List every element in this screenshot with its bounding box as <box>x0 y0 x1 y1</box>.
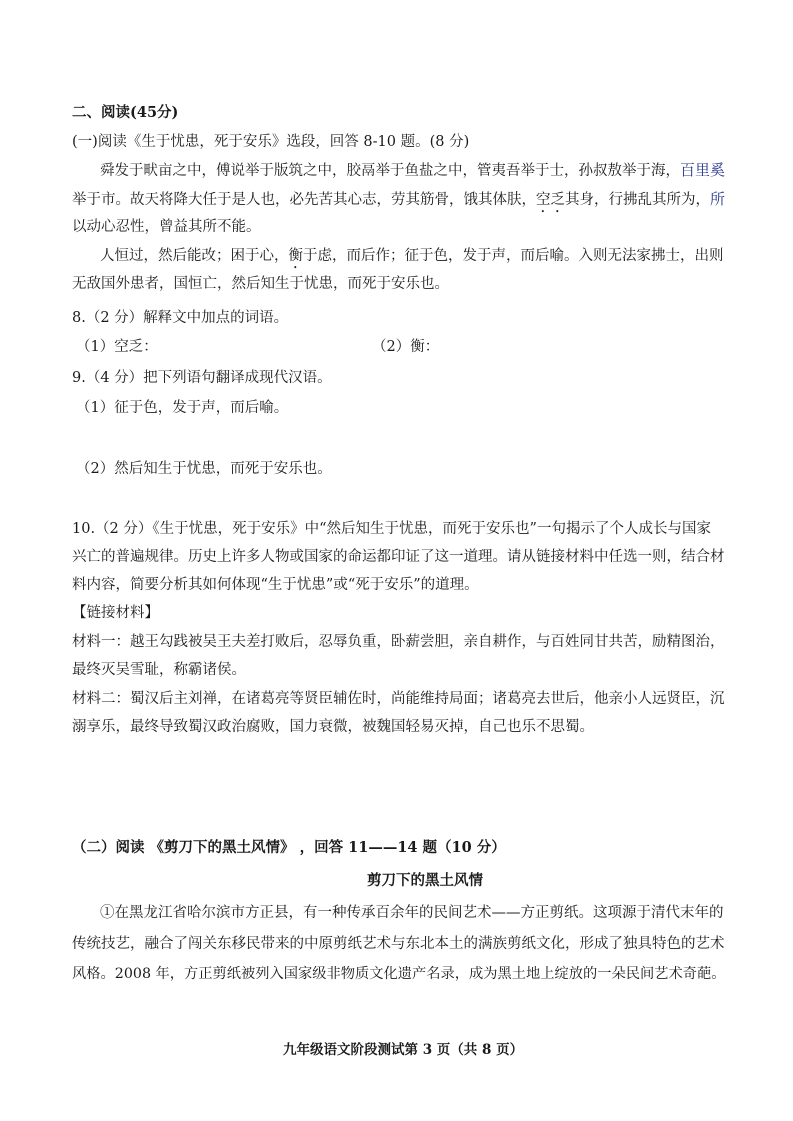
question-10-line1: 10.（2 分）《生于忧患，死于安乐》中“然后知生于忧患，而死于安乐也”一句揭示了个人成长与国家 <box>72 521 711 537</box>
passage-para1-line2 <box>72 189 725 216</box>
passage-para1-line3: 以动心忍性，曾益其所不能。 <box>72 219 261 235</box>
page-footer: 九年级语文阶段测试第 3 页（共 8 页） <box>283 1042 524 1058</box>
passage-text: 舜发于畎亩之中，傅说举于版筑之中，胶鬲举于鱼盐之中，管夷吾举于士，孙叔敖举于海， <box>100 163 680 179</box>
article-title: 剪刀下的黑土风情 <box>367 872 483 889</box>
dotted-word-heng: 衡 <box>288 248 303 264</box>
part1-intro: (一)阅读《生于忧患，死于安乐》选段，回答 8-10 题。(8 分) <box>72 134 470 150</box>
section-heading: 二、阅读(45分) <box>72 104 179 121</box>
part2-intro: （二）阅读 《剪刀下的黑土风情》 ，回答 11——14 题（10 分） <box>72 839 506 856</box>
q9-item2: （2）然后知生于忧患，而死于安乐也。 <box>76 461 332 477</box>
passage-para1-line1 <box>100 160 725 181</box>
question-8: 8.（2 分）解释文中加点的词语。 <box>72 310 289 326</box>
q9-item1: （1）征于色，发于声，而后喻。 <box>76 400 289 416</box>
passage-text: 于虑，而后作；征于色，发于声，而后喻。入则无法家拂士，出则 <box>303 248 724 264</box>
question-10-line2: 兴亡的普遍规律。历史上许多人物或国家的命运都印证了这一道理。请从链接材料中任选一则，结合材 <box>72 549 725 565</box>
material-2-line2: 溺享乐，最终导致蜀汉政治腐败，国力衰微，被魏国轻易灭掉，自己也乐不思蜀。 <box>72 719 594 735</box>
article-p1-line1: ①在黑龙江省哈尔滨市方正县，有一种传承百余年的民间艺术——方正剪纸。这项源于清代末年的 <box>100 905 724 921</box>
handwritten-note: 所 <box>710 190 726 208</box>
material-2-line1: 材料二：蜀汉后主刘禅，在诸葛亮等贤臣辅佐时，尚能维持局面；诸葛亮去世后，他亲小人远贤臣，沉 <box>72 691 725 707</box>
dotted-word-kongfa: 空乏 <box>536 192 565 208</box>
material-1-line2: 最终灭吴雪耻，称霸诸侯。 <box>72 662 246 678</box>
passage-text: 举于市。故天将降大任于是人也，必先苦其心志，劳其筋骨，饿其体肤， <box>72 192 536 208</box>
q8-item2: （2）衡： <box>372 339 440 355</box>
article-p1-line2: 传统技艺，融合了闯关东移民带来的中原剪纸艺术与东北本土的满族剪纸文化，形成了独具特色的艺术 <box>72 936 725 952</box>
passage-para2-line1 <box>100 246 724 272</box>
question-9: 9.（4 分）把下列语句翻译成现代汉语。 <box>72 370 332 386</box>
link-material-heading: 【链接材料】 <box>72 605 159 621</box>
article-p1-line3: 风格。2008 年，方正剪纸被列入国家级非物质文化遗产名录，成为黑土地上绽放的一朵民间艺术奇葩。 <box>72 966 726 982</box>
q8-item1: （1）空乏： <box>76 339 158 355</box>
passage-text: 其身，行拂乱其所为， <box>565 192 710 208</box>
passage-para2-line2: 无敌国外患者，国恒亡，然后知生于忧患，而死于安乐也。 <box>72 276 449 292</box>
material-1-line1: 材料一：越王勾践被吴王夫差打败后，忍辱负重，卧薪尝胆，亲自耕作，与百姓同甘共苦，励精图治， <box>72 634 725 650</box>
handwritten-note: 百里奚 <box>680 161 726 179</box>
passage-text: 人恒过，然后能改；困于心， <box>100 248 289 264</box>
question-10-line3: 料内容，简要分析其如何体现“生于忧患”或“死于安乐”的道理。 <box>72 577 479 593</box>
